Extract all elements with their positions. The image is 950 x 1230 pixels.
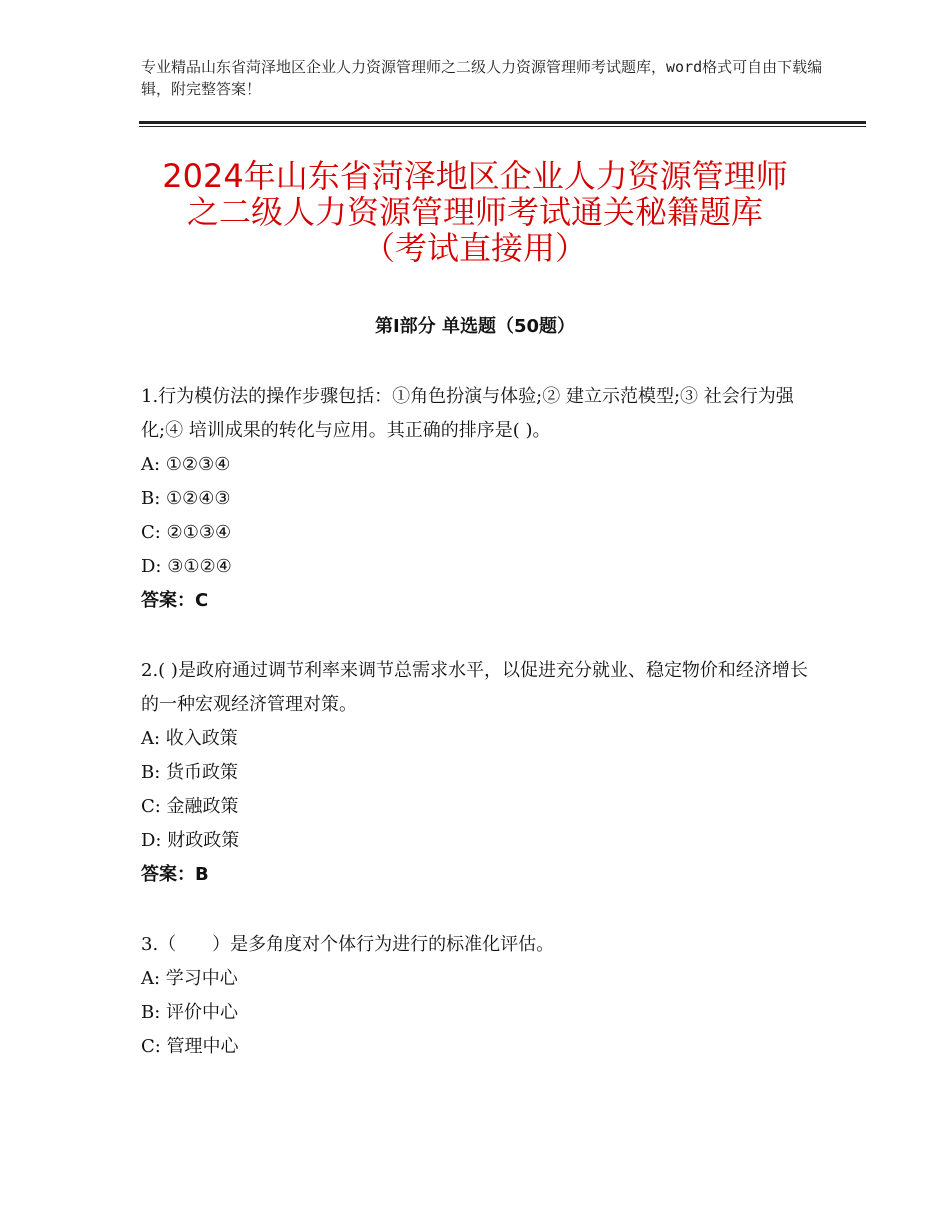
header-rule-thin xyxy=(139,126,866,127)
answer-line: 答案：C xyxy=(141,590,209,611)
title-line-1: 2024年山东省菏泽地区企业人力资源管理师 xyxy=(162,157,788,195)
header-note: 专业精品山东省菏泽地区企业人力资源管理师之二级人力资源管理师考试题库，word格式可自由下载编辑，附完整答案！ xyxy=(141,58,823,98)
option-d: D: ③①②④ xyxy=(141,556,232,577)
question-stem: 3.（ ）是多角度对个体行为进行的标准化评估。 xyxy=(141,934,555,955)
option-b: B: ①②④③ xyxy=(141,488,231,509)
question-1 xyxy=(141,380,821,618)
question-2 xyxy=(141,654,821,892)
option-c: C: 管理中心 xyxy=(141,1036,239,1057)
question-3 xyxy=(141,928,821,1064)
option-b: B: 评价中心 xyxy=(141,1002,239,1023)
section-title: 第Ⅰ部分 单选题（50题） xyxy=(374,316,575,337)
question-list xyxy=(141,380,821,1100)
option-a: A: 学习中心 xyxy=(141,968,238,989)
document-title xyxy=(100,158,850,266)
option-a: A: 收入政策 xyxy=(141,728,238,749)
question-stem: 1.行为模仿法的操作步骤包括：①角色扮演与体验;② 建立示范模型;③ 社会行为强化;④ 培训成果的转化与应用。其正确的排序是( )。 xyxy=(141,386,794,441)
header-rule-thick xyxy=(139,121,866,124)
option-b: B: 货币政策 xyxy=(141,762,239,783)
option-a: A: ①②③④ xyxy=(141,454,231,475)
option-c: C: 金融政策 xyxy=(141,796,239,817)
title-line-2: 之二级人力资源管理师考试通关秘籍题库 xyxy=(186,193,763,231)
option-d: D: 财政政策 xyxy=(141,830,240,851)
option-c: C: ②①③④ xyxy=(141,522,232,543)
answer-line: 答案：B xyxy=(141,864,209,885)
title-line-3: （考试直接用） xyxy=(362,229,587,267)
question-stem: 2.( )是政府通过调节利率来调节总需求水平，以促进充分就业、稳定物价和经济增长的一种宏观经济管理对策。 xyxy=(141,660,808,715)
